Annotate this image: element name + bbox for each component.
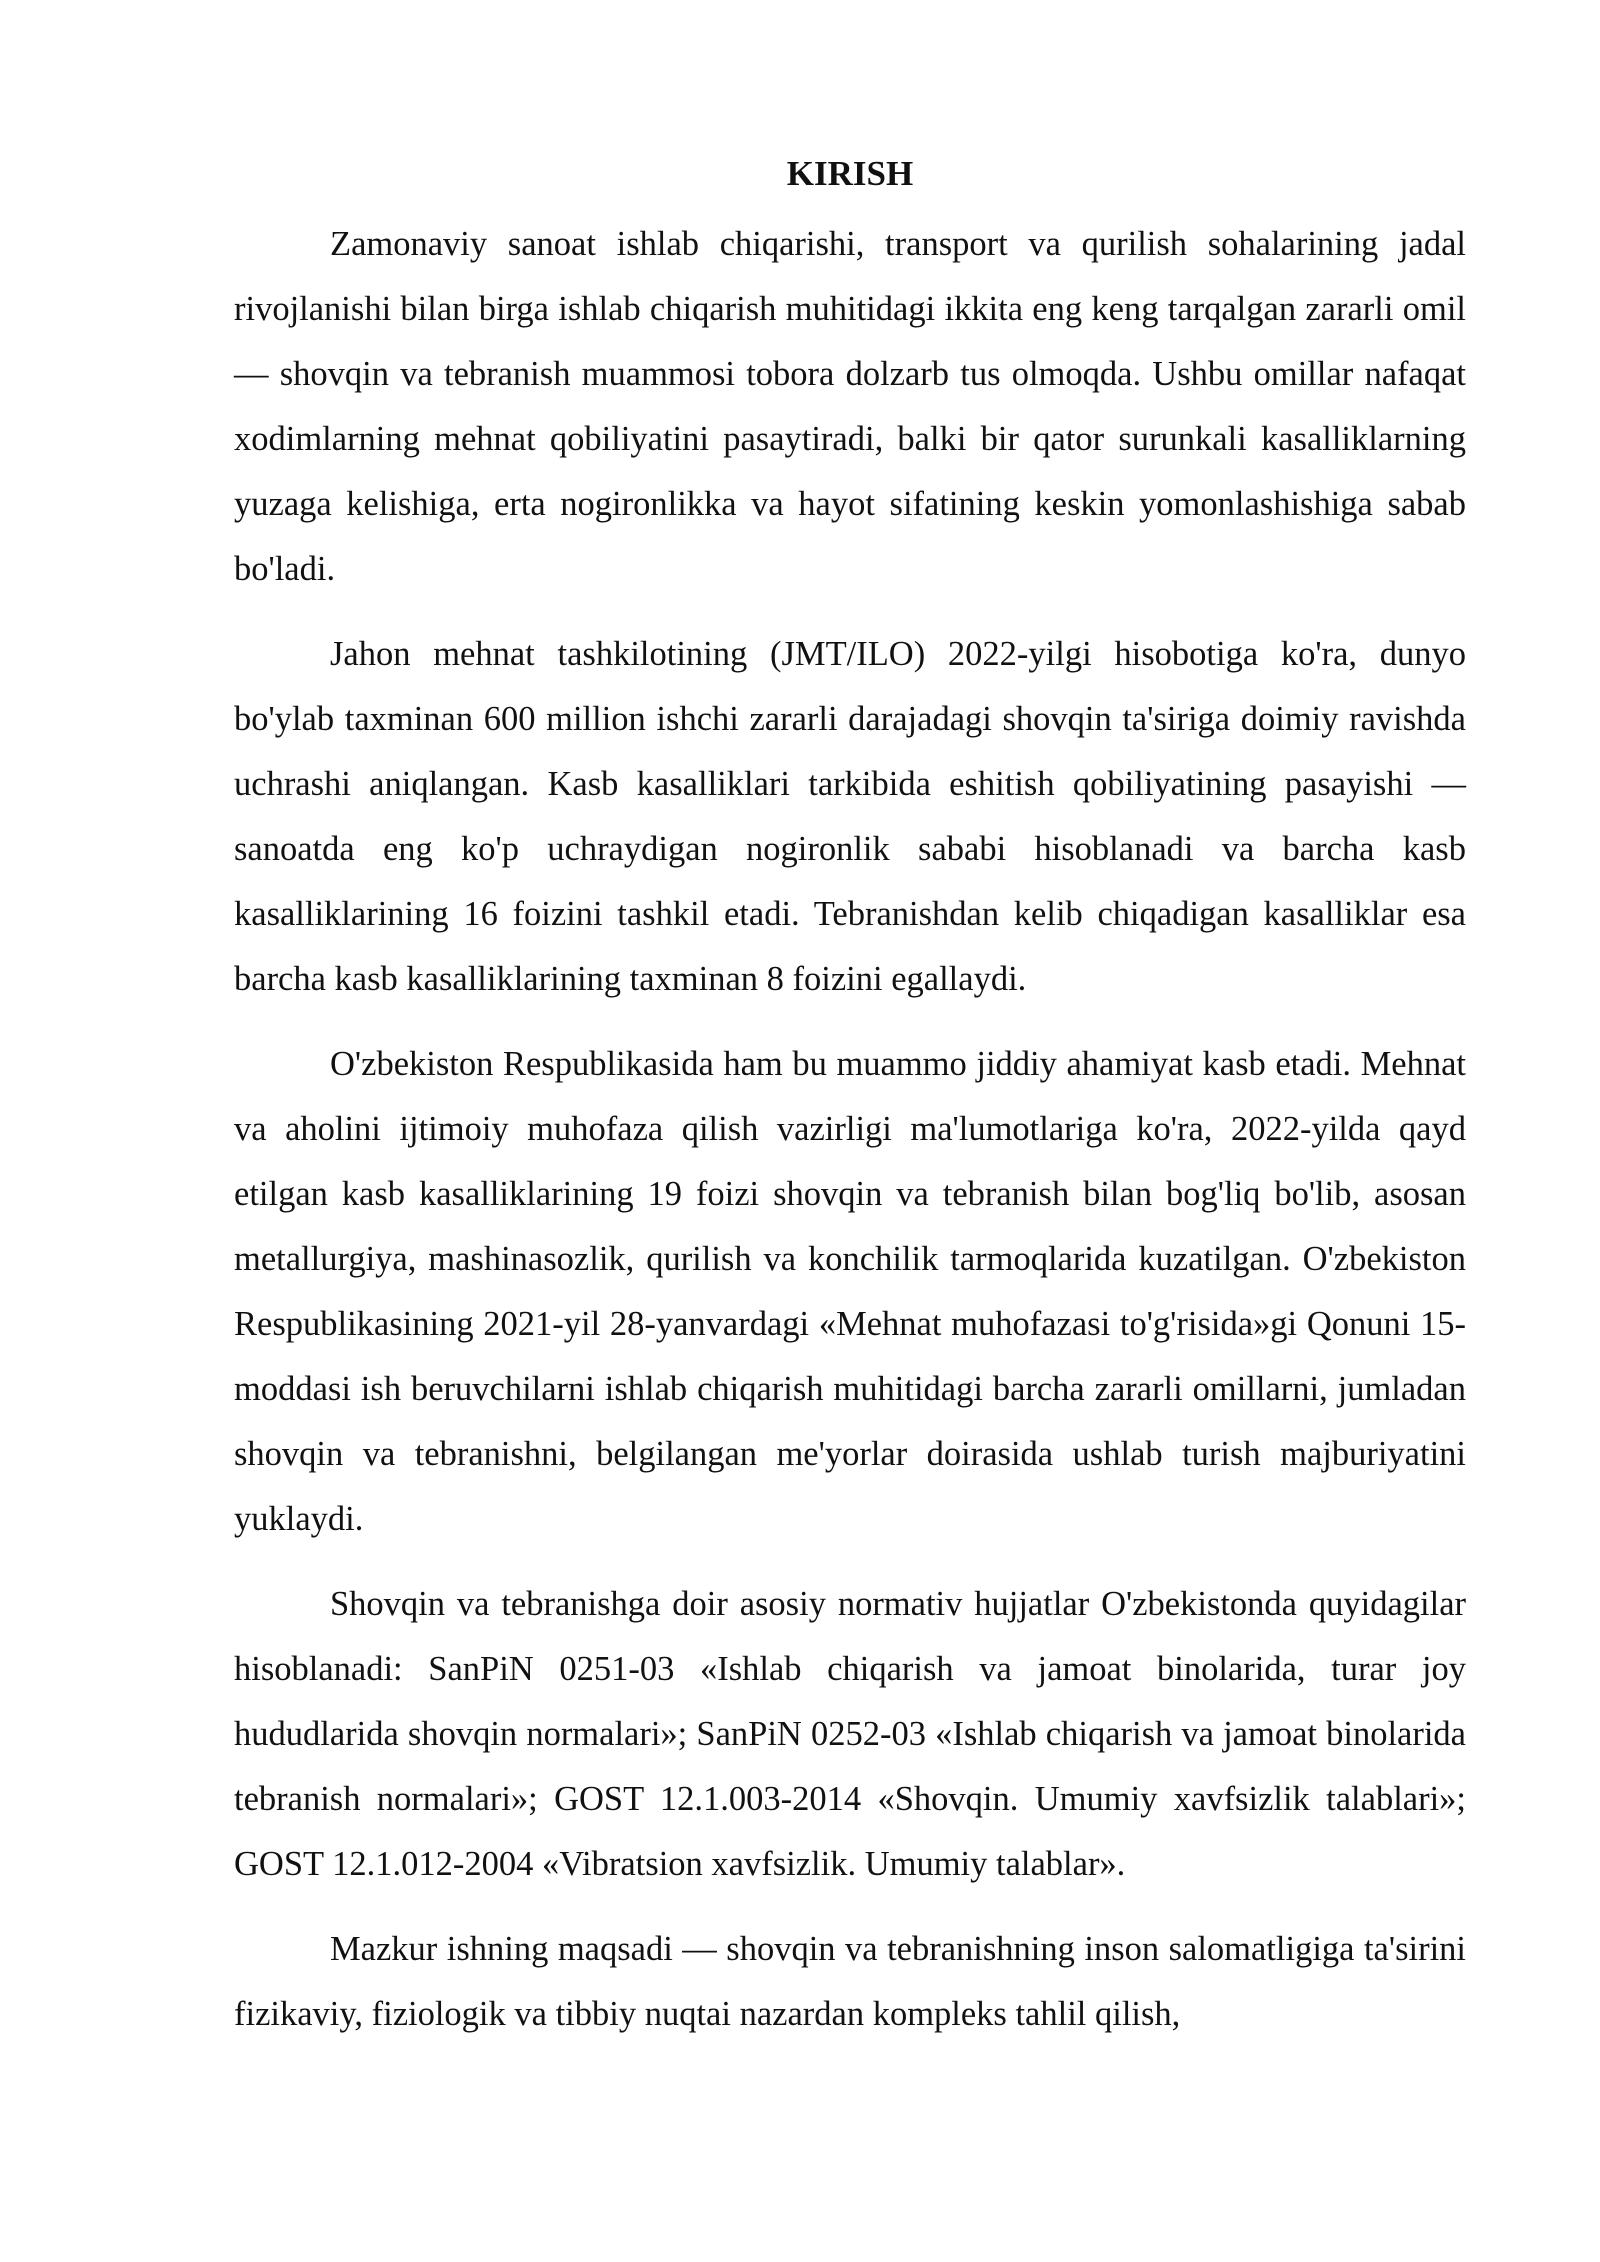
section-title: KIRISH (786, 154, 914, 193)
paragraph-1: Zamonaviy sanoat ishlab chiqarishi, transport va qurilish sohalarining jadal rivojlanishi bilan birga ishlab chiqarish muhitidagi ikkita eng keng tarqalgan zararli omil — shovqin va tebranish muammosi tobora dolzarb tus olmoqda. Ushbu omillar nafaqat xodimlarning mehnat qobiliyatini pasaytiradi, balki bir qator surunkali kasalliklarning yuzaga kelishiga, erta nogironlikka va hayot sifatining keskin yomonlashishiga sabab bo'ladi. (234, 225, 1466, 588)
document-body (234, 148, 1466, 2067)
paragraph-3: O'zbekiston Respublikasida ham bu muammo jiddiy ahamiyat kasb etadi. Mehnat va aholini ijtimoiy muhofaza qilish vazirligi ma'lumotlariga ko'ra, 2022-yilda qayd etilgan kasb kasalliklarining 19 foizi shovqin va tebranish bilan bog'liq bo'lib, asosan metallurgiya, mashinasozlik, qurilish va konchilik tarmoqlarida kuzatilgan. O'zbekiston Respublikasining 2021-yil 28-yanvardagi «Mehnat muhofazasi to'g'risida»gi Qonuni 15-moddasi ish beruvchilarni ishlab chiqarish muhitidagi barcha zararli omillarni, jumladan shovqin va tebranishni, belgilangan me'yorlar doirasida ushlab turish majburiyatini yuklaydi. (234, 1045, 1466, 1538)
paragraph-2: Jahon mehnat tashkilotining (JMT/ILO) 2022-yilgi hisobotiga ko'ra, dunyo bo'ylab taxminan 600 million ishchi zararli darajadagi shovqin ta'siriga doimiy ravishda uchrashi aniqlangan. Kasb kasalliklari tarkibida eshitish qobiliyatining pasayishi — sanoatda eng ko'p uchraydigan nogironlik sababi hisoblanadi va barcha kasb kasalliklarining 16 foizini tashkil etadi. Tebranishdan kelib chiqadigan kasalliklar esa barcha kasb kasalliklarining taxminan 8 foizini egallaydi. (234, 635, 1466, 998)
paragraph-5: Mazkur ishning maqsadi — shovqin va tebranishning inson salomatligiga ta'sirini fizikaviy, fiziologik va tibbiy nuqtai nazardan kompleks tahlil qilish, (234, 1930, 1466, 2033)
paragraph-4: Shovqin va tebranishga doir asosiy normativ hujjatlar O'zbekistonda quyidagilar hisoblanadi: SanPiN 0251-03 «Ishlab chiqarish va jamoat binolarida, turar joy hududlarida shovqin normalari»; SanPiN 0252-03 «Ishlab chiqarish va jamoat binolarida tebranish normalari»; GOST 12.1.003-2014 «Shovqin. Umumiy xavfsizlik talablari»; GOST 12.1.012-2004 «Vibratsion xavfsizlik. Umumiy talablar». (234, 1585, 1466, 1883)
